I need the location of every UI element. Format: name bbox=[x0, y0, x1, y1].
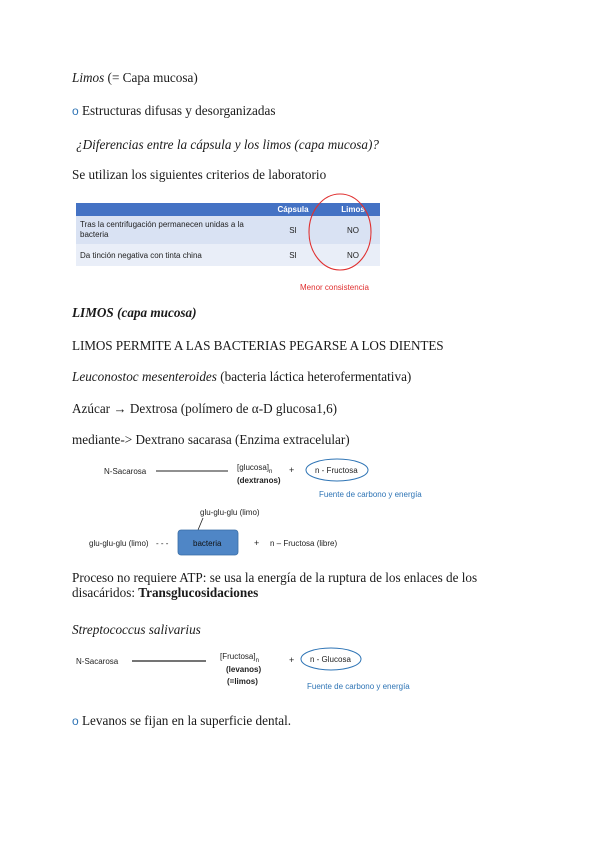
leuconostoc-line bbox=[72, 369, 411, 385]
product-name: (levanos) bbox=[226, 665, 262, 674]
limos-heading-rest: (= Capa mucosa) bbox=[104, 70, 198, 85]
table-cell: NO bbox=[326, 216, 380, 244]
proceso-line-1: Proceso no requiere ATP: se usa la energía de la ruptura de los enlaces de los bbox=[72, 570, 478, 585]
substrate-label: N-Sacarosa bbox=[104, 467, 147, 476]
limos-word: Limos bbox=[72, 70, 105, 85]
bullet-text: Estructuras difusas y desorganizadas bbox=[81, 103, 276, 118]
mediante-line: mediante-> Dextrano sacarasa (Enzima extracelular) bbox=[72, 432, 350, 447]
table-cell: Da tinción negativa con tinta china bbox=[76, 244, 260, 266]
energy-note: Fuente de carbono y energía bbox=[319, 490, 422, 499]
bullet-text: Levanos se fijan en la superficie dental. bbox=[81, 713, 292, 728]
proceso-plain: disacáridos: bbox=[72, 585, 139, 600]
table-cell: SI bbox=[260, 216, 326, 244]
table-cell: Tras la centrifugación permanecen unidas a la bacteria bbox=[76, 216, 260, 244]
product-label bbox=[220, 652, 259, 664]
byproduct-label: n - Fructosa bbox=[315, 466, 358, 475]
section-title: LIMOS (capa mucosa) bbox=[72, 305, 197, 320]
criteria-intro: Se utilizan los siguientes criterios de laboratorio bbox=[72, 167, 327, 182]
product-text: [glucosa] bbox=[237, 463, 270, 472]
question-text: ¿Diferencias entre la cápsula y los limos (capa mucosa)? bbox=[76, 137, 380, 152]
table-cell: NO bbox=[326, 244, 380, 266]
table-header-capsula: Cápsula bbox=[260, 203, 326, 216]
bacteria-label: bacteria bbox=[193, 539, 222, 548]
product-name-alt: (=limos) bbox=[227, 677, 258, 686]
energy-note: Fuente de carbono y energía bbox=[307, 682, 410, 691]
product-subscript: n bbox=[255, 658, 259, 664]
fructosa-libre-label: n – Fructosa (libre) bbox=[270, 539, 338, 548]
limo-left-label: glu-glu-glu (limo) bbox=[89, 539, 149, 548]
dextran-reaction-diagram bbox=[90, 452, 490, 504]
azucar-line: Azúcar → Dextrosa (polímero de α-D glucosa1,6) bbox=[72, 401, 338, 416]
byproduct-label: n - Glucosa bbox=[310, 655, 351, 664]
bullet-item bbox=[72, 103, 275, 119]
streptococcus-heading: Streptococcus salivarius bbox=[72, 622, 201, 637]
limos-heading bbox=[72, 70, 198, 86]
bullet-item bbox=[72, 713, 291, 729]
table-cell: SI bbox=[260, 244, 326, 266]
product-label bbox=[237, 463, 272, 475]
table-header-blank bbox=[76, 203, 260, 216]
bacteria-adhesion-diagram bbox=[80, 506, 420, 564]
limo-top-label: glu-glu-glu (limo) bbox=[200, 508, 260, 517]
transglucosidaciones-term: Transglucosidaciones bbox=[138, 585, 259, 600]
plus-sign: + bbox=[254, 538, 260, 548]
leuconostoc-name: Leuconostoc mesenteroides bbox=[72, 369, 217, 384]
limo-dashes: - - - bbox=[156, 539, 169, 548]
product-name: (dextranos) bbox=[237, 476, 281, 485]
proceso-line-2 bbox=[72, 585, 258, 601]
leuconostoc-desc: (bacteria láctica heterofermentativa) bbox=[216, 369, 412, 384]
limo-connector bbox=[198, 518, 203, 530]
product-text: [Fructosa] bbox=[220, 652, 256, 661]
limos-highlight-ellipse bbox=[304, 190, 378, 280]
table-header-limos: Limos bbox=[326, 203, 380, 216]
levan-reaction-diagram bbox=[66, 643, 466, 693]
product-subscript: n bbox=[269, 469, 273, 475]
bullet-marker: o bbox=[72, 104, 79, 118]
plus-sign: + bbox=[289, 465, 295, 475]
menor-consistencia-note: Menor consistencia bbox=[300, 283, 369, 292]
bullet-marker: o bbox=[72, 714, 79, 728]
limos-permite-text: LIMOS PERMITE A LAS BACTERIAS PEGARSE A LOS DIENTES bbox=[72, 338, 444, 353]
plus-sign: + bbox=[289, 655, 295, 665]
substrate-label: N-Sacarosa bbox=[76, 657, 119, 666]
